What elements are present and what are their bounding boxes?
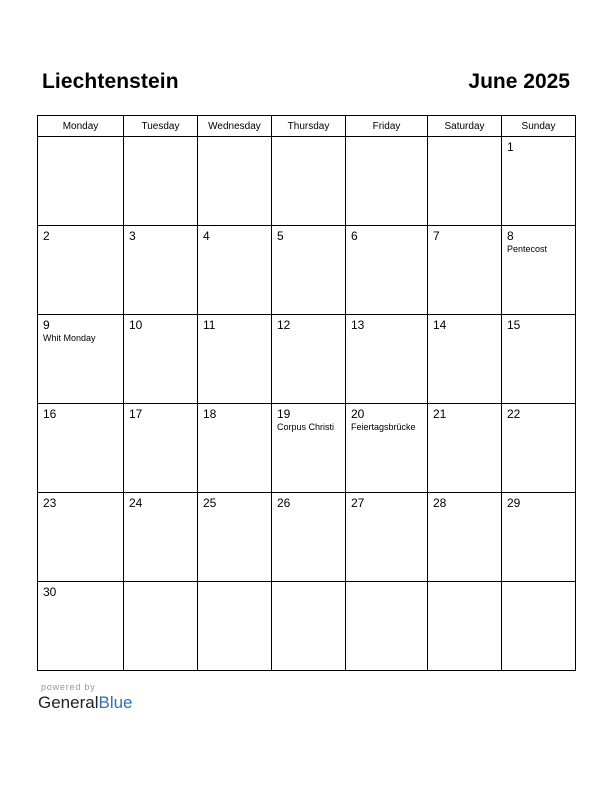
calendar-week-row (38, 226, 576, 315)
day-number: 28 (433, 496, 447, 510)
calendar-empty-cell (346, 582, 428, 671)
calendar-day-cell (346, 404, 428, 493)
day-number: 13 (351, 318, 365, 332)
day-number: 9 (43, 318, 50, 332)
weekday-header: Tuesday (124, 116, 198, 137)
weekday-header: Sunday (502, 116, 576, 137)
day-number: 29 (507, 496, 521, 510)
day-number: 30 (43, 585, 57, 599)
weekday-header-row (38, 116, 576, 137)
powered-by-text: powered by (41, 682, 96, 692)
calendar-day-cell (38, 404, 124, 493)
calendar-day-cell (346, 226, 428, 315)
calendar-day-cell (38, 582, 124, 671)
calendar-day-cell (502, 315, 576, 404)
calendar-day-cell (124, 404, 198, 493)
calendar-empty-cell (428, 137, 502, 226)
day-number: 23 (43, 496, 57, 510)
calendar-day-cell (502, 493, 576, 582)
day-number: 2 (43, 229, 50, 243)
weekday-header: Monday (38, 116, 124, 137)
day-number: 21 (433, 407, 447, 421)
day-number: 4 (203, 229, 210, 243)
day-number: 8 (507, 229, 514, 243)
day-number: 7 (433, 229, 440, 243)
day-number: 10 (129, 318, 143, 332)
calendar-day-cell (124, 226, 198, 315)
calendar-day-cell (38, 315, 124, 404)
day-number: 3 (129, 229, 136, 243)
weekday-header: Wednesday (198, 116, 272, 137)
calendar-week-row (38, 493, 576, 582)
holiday-label: Whit Monday (43, 333, 96, 343)
calendar-day-cell (38, 226, 124, 315)
calendar-empty-cell (124, 137, 198, 226)
calendar-day-cell (124, 493, 198, 582)
calendar-day-cell (124, 315, 198, 404)
day-number: 20 (351, 407, 365, 421)
day-number: 19 (277, 407, 291, 421)
day-number: 6 (351, 229, 358, 243)
calendar-day-cell (346, 493, 428, 582)
calendar-day-cell (272, 493, 346, 582)
calendar-empty-cell (346, 137, 428, 226)
calendar-month-title: June 2025 (468, 70, 570, 93)
footer-branding (38, 682, 133, 713)
brand-logo (38, 693, 133, 713)
brand-text-blue: Blue (98, 693, 133, 712)
calendar-country-title: Liechtenstein (42, 70, 179, 93)
day-number: 22 (507, 407, 521, 421)
calendar-day-cell (428, 404, 502, 493)
day-number: 16 (43, 407, 57, 421)
calendar-week-row (38, 404, 576, 493)
brand-text-general: General (38, 693, 99, 712)
calendar-day-cell (428, 493, 502, 582)
calendar-empty-cell (272, 137, 346, 226)
calendar-empty-cell (428, 582, 502, 671)
calendar-day-cell (272, 404, 346, 493)
calendar-day-cell (198, 315, 272, 404)
calendar-day-cell (198, 404, 272, 493)
weekday-header: Friday (346, 116, 428, 137)
day-number: 5 (277, 229, 284, 243)
calendar-day-cell (346, 315, 428, 404)
calendar-day-cell (502, 137, 576, 226)
weekday-header: Saturday (428, 116, 502, 137)
holiday-label: Pentecost (507, 244, 548, 254)
day-number: 26 (277, 496, 291, 510)
calendar-day-cell (198, 493, 272, 582)
day-number: 12 (277, 318, 291, 332)
day-number: 11 (203, 318, 216, 332)
calendar-day-cell (502, 226, 576, 315)
day-number: 17 (129, 407, 143, 421)
day-number: 1 (507, 140, 514, 154)
calendar-day-cell (428, 315, 502, 404)
calendar-week-row (38, 315, 576, 404)
holiday-label: Feiertagsbrücke (351, 422, 416, 432)
calendar-empty-cell (124, 582, 198, 671)
day-number: 27 (351, 496, 365, 510)
day-number: 24 (129, 496, 143, 510)
calendar-empty-cell (272, 582, 346, 671)
calendar-empty-cell (198, 582, 272, 671)
calendar-empty-cell (502, 582, 576, 671)
calendar-empty-cell (38, 137, 124, 226)
calendar-day-cell (428, 226, 502, 315)
calendar-week-row (38, 582, 576, 671)
weekday-header: Thursday (272, 116, 346, 137)
calendar-day-cell (198, 226, 272, 315)
calendar-day-cell (272, 315, 346, 404)
holiday-label: Corpus Christi (277, 422, 335, 432)
day-number: 14 (433, 318, 447, 332)
day-number: 25 (203, 496, 217, 510)
calendar-day-cell (502, 404, 576, 493)
calendar-week-row (38, 137, 576, 226)
day-number: 15 (507, 318, 521, 332)
calendar-empty-cell (198, 137, 272, 226)
calendar-day-cell (38, 493, 124, 582)
calendar-day-cell (272, 226, 346, 315)
day-number: 18 (203, 407, 217, 421)
calendar-grid (37, 115, 576, 671)
